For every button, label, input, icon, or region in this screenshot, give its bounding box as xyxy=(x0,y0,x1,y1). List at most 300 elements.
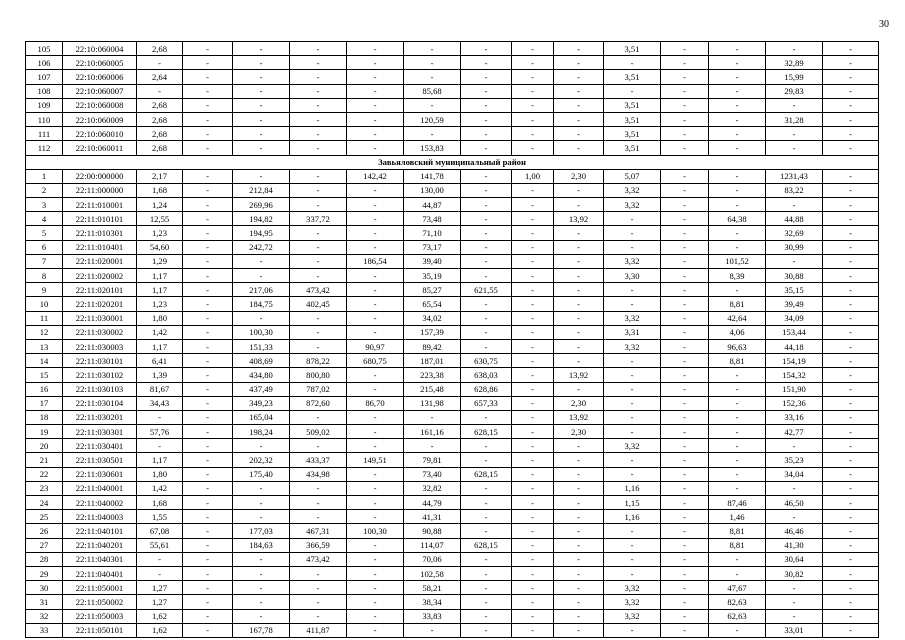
value-cell: - xyxy=(766,510,823,524)
value-cell: - xyxy=(512,283,554,297)
value-cell: - xyxy=(823,42,879,56)
value-cell: 1,55 xyxy=(137,510,183,524)
value-cell: - xyxy=(709,566,766,580)
value-cell: - xyxy=(554,283,604,297)
value-cell: 621,55 xyxy=(461,283,512,297)
value-cell: 3,32 xyxy=(604,198,661,212)
value-cell: 13,92 xyxy=(554,410,604,424)
value-cell: - xyxy=(347,84,404,98)
value-cell: - xyxy=(823,339,879,353)
value-cell: 86,70 xyxy=(347,396,404,410)
value-cell: 1,80 xyxy=(137,467,183,481)
value-cell: - xyxy=(661,581,709,595)
table-row xyxy=(26,127,879,141)
value-cell: - xyxy=(233,84,290,98)
value-cell: - xyxy=(604,212,661,226)
value-cell: - xyxy=(823,283,879,297)
value-cell: - xyxy=(823,325,879,339)
value-cell: - xyxy=(823,354,879,368)
value-cell: - xyxy=(512,524,554,538)
value-cell: 34,04 xyxy=(766,467,823,481)
value-cell: - xyxy=(661,510,709,524)
value-cell: - xyxy=(554,254,604,268)
row-number-cell: 110 xyxy=(26,112,63,126)
cadastral-number-cell: 22:11:000000 xyxy=(63,183,137,197)
row-number-cell: 22 xyxy=(26,467,63,481)
value-cell: 3,51 xyxy=(604,141,661,155)
value-cell: - xyxy=(554,467,604,481)
value-cell: - xyxy=(290,325,347,339)
value-cell: 872,60 xyxy=(290,396,347,410)
value-cell: 157,39 xyxy=(404,325,461,339)
value-cell: - xyxy=(554,496,604,510)
value-cell: - xyxy=(183,98,233,112)
value-cell: 141,78 xyxy=(404,169,461,183)
value-cell: 120,59 xyxy=(404,112,461,126)
value-cell: 638,03 xyxy=(461,368,512,382)
value-cell: 38,34 xyxy=(404,595,461,609)
value-cell: - xyxy=(823,368,879,382)
row-number-cell: 14 xyxy=(26,354,63,368)
value-cell: - xyxy=(347,425,404,439)
section-title: Завьяловский муниципальный район xyxy=(26,155,879,169)
value-cell: - xyxy=(823,254,879,268)
table-row xyxy=(26,226,879,240)
value-cell: - xyxy=(347,297,404,311)
value-cell: 4,06 xyxy=(709,325,766,339)
cadastral-number-cell: 22:11:040401 xyxy=(63,566,137,580)
value-cell: - xyxy=(347,467,404,481)
value-cell: - xyxy=(183,56,233,70)
value-cell: - xyxy=(512,226,554,240)
row-number-cell: 109 xyxy=(26,98,63,112)
value-cell: 3,51 xyxy=(604,127,661,141)
value-cell: - xyxy=(290,496,347,510)
value-cell: 186,54 xyxy=(347,254,404,268)
value-cell: - xyxy=(604,396,661,410)
value-cell: 89,42 xyxy=(404,339,461,353)
value-cell: - xyxy=(183,84,233,98)
value-cell: - xyxy=(347,538,404,552)
value-cell: - xyxy=(461,581,512,595)
value-cell: 187,01 xyxy=(404,354,461,368)
value-cell: 79,81 xyxy=(404,453,461,467)
value-cell: 87,46 xyxy=(709,496,766,510)
value-cell: 657,33 xyxy=(461,396,512,410)
section-header-row xyxy=(26,155,879,169)
value-cell: - xyxy=(709,42,766,56)
value-cell: - xyxy=(512,198,554,212)
value-cell: - xyxy=(554,127,604,141)
value-cell: 175,40 xyxy=(233,467,290,481)
value-cell: - xyxy=(709,70,766,84)
value-cell: - xyxy=(604,425,661,439)
value-cell: - xyxy=(554,42,604,56)
value-cell: - xyxy=(604,623,661,637)
value-cell: - xyxy=(661,425,709,439)
value-cell: 1,42 xyxy=(137,325,183,339)
cadastral-number-cell: 22:11:030103 xyxy=(63,382,137,396)
value-cell: 82,63 xyxy=(709,595,766,609)
value-cell: - xyxy=(709,410,766,424)
value-cell: - xyxy=(137,410,183,424)
value-cell: - xyxy=(709,240,766,254)
cadastral-number-cell: 22:11:050002 xyxy=(63,595,137,609)
value-cell: - xyxy=(709,112,766,126)
value-cell: - xyxy=(512,297,554,311)
value-cell: - xyxy=(512,84,554,98)
value-cell: - xyxy=(604,240,661,254)
value-cell: - xyxy=(461,183,512,197)
value-cell: - xyxy=(183,510,233,524)
value-cell: - xyxy=(461,566,512,580)
value-cell: - xyxy=(661,84,709,98)
value-cell: - xyxy=(554,382,604,396)
value-cell: - xyxy=(183,496,233,510)
value-cell: - xyxy=(823,396,879,410)
value-cell: - xyxy=(461,609,512,623)
value-cell: - xyxy=(512,70,554,84)
row-number-cell: 13 xyxy=(26,339,63,353)
cadastral-number-cell: 22:11:030601 xyxy=(63,467,137,481)
value-cell: 1,42 xyxy=(137,481,183,495)
value-cell: - xyxy=(233,141,290,155)
value-cell: - xyxy=(461,70,512,84)
value-cell: - xyxy=(604,84,661,98)
value-cell: 46,46 xyxy=(766,524,823,538)
value-cell: - xyxy=(137,439,183,453)
value-cell: 149,51 xyxy=(347,453,404,467)
value-cell: - xyxy=(233,42,290,56)
cadastral-number-cell: 22:11:050003 xyxy=(63,609,137,623)
row-number-cell: 31 xyxy=(26,595,63,609)
value-cell: 58,21 xyxy=(404,581,461,595)
value-cell: 101,52 xyxy=(709,254,766,268)
value-cell: - xyxy=(661,325,709,339)
value-cell: 90,97 xyxy=(347,339,404,353)
value-cell: - xyxy=(709,368,766,382)
value-cell: - xyxy=(347,198,404,212)
table-body-before xyxy=(26,42,879,156)
value-cell: 3,32 xyxy=(604,439,661,453)
value-cell: - xyxy=(461,410,512,424)
value-cell: - xyxy=(823,169,879,183)
table-row xyxy=(26,510,879,524)
value-cell: - xyxy=(183,70,233,84)
value-cell: 33,16 xyxy=(766,410,823,424)
value-cell: 2,30 xyxy=(554,396,604,410)
value-cell: - xyxy=(347,127,404,141)
value-cell: - xyxy=(347,439,404,453)
cadastral-number-cell: 22:10:060005 xyxy=(63,56,137,70)
value-cell: - xyxy=(512,609,554,623)
value-cell: 55,61 xyxy=(137,538,183,552)
value-cell: - xyxy=(661,623,709,637)
value-cell: - xyxy=(404,56,461,70)
row-number-cell: 33 xyxy=(26,623,63,637)
value-cell: - xyxy=(347,481,404,495)
value-cell: 32,82 xyxy=(404,481,461,495)
value-cell: - xyxy=(604,354,661,368)
value-cell: 434,98 xyxy=(290,467,347,481)
value-cell: 184,75 xyxy=(233,297,290,311)
value-cell: 2,30 xyxy=(554,169,604,183)
value-cell: - xyxy=(404,623,461,637)
value-cell: - xyxy=(183,240,233,254)
value-cell: 628,15 xyxy=(461,425,512,439)
value-cell: - xyxy=(183,595,233,609)
row-number-cell: 11 xyxy=(26,311,63,325)
row-number-cell: 2 xyxy=(26,183,63,197)
value-cell: 215,48 xyxy=(404,382,461,396)
value-cell: - xyxy=(766,254,823,268)
value-cell: - xyxy=(233,70,290,84)
value-cell: 1,17 xyxy=(137,339,183,353)
value-cell: - xyxy=(461,84,512,98)
value-cell: 437,49 xyxy=(233,382,290,396)
value-cell: - xyxy=(461,240,512,254)
value-cell: 35,19 xyxy=(404,269,461,283)
value-cell: - xyxy=(461,623,512,637)
value-cell: - xyxy=(461,311,512,325)
value-cell: - xyxy=(233,269,290,283)
value-cell: - xyxy=(404,70,461,84)
value-cell: - xyxy=(461,510,512,524)
value-cell: - xyxy=(233,496,290,510)
table-row xyxy=(26,325,879,339)
cadastral-number-cell: 22:11:020201 xyxy=(63,297,137,311)
value-cell: 41,31 xyxy=(404,510,461,524)
value-cell: - xyxy=(347,496,404,510)
value-cell: 787,02 xyxy=(290,382,347,396)
table-row xyxy=(26,240,879,254)
value-cell: 73,17 xyxy=(404,240,461,254)
value-cell: - xyxy=(823,538,879,552)
row-number-cell: 26 xyxy=(26,524,63,538)
value-cell: 2,68 xyxy=(137,98,183,112)
value-cell: 5,07 xyxy=(604,169,661,183)
table-row xyxy=(26,283,879,297)
cadastral-number-cell: 22:11:010301 xyxy=(63,226,137,240)
cadastral-number-cell: 22:11:030003 xyxy=(63,339,137,353)
value-cell: - xyxy=(512,425,554,439)
value-cell: - xyxy=(461,595,512,609)
table-row xyxy=(26,538,879,552)
value-cell: - xyxy=(512,212,554,226)
value-cell: - xyxy=(661,254,709,268)
value-cell: 30,82 xyxy=(766,566,823,580)
row-number-cell: 15 xyxy=(26,368,63,382)
value-cell: - xyxy=(347,368,404,382)
table-row xyxy=(26,453,879,467)
value-cell: 151,90 xyxy=(766,382,823,396)
value-cell: - xyxy=(512,254,554,268)
value-cell: - xyxy=(290,581,347,595)
row-number-cell: 20 xyxy=(26,439,63,453)
value-cell: 408,69 xyxy=(233,354,290,368)
value-cell: - xyxy=(709,56,766,70)
value-cell: - xyxy=(554,325,604,339)
cadastral-number-cell: 22:11:040002 xyxy=(63,496,137,510)
value-cell: - xyxy=(661,240,709,254)
value-cell: - xyxy=(709,169,766,183)
value-cell: 3,32 xyxy=(604,311,661,325)
value-cell: 54,60 xyxy=(137,240,183,254)
value-cell: 153,83 xyxy=(404,141,461,155)
table-row xyxy=(26,56,879,70)
value-cell: - xyxy=(233,552,290,566)
value-cell: 152,36 xyxy=(766,396,823,410)
value-cell: - xyxy=(461,42,512,56)
value-cell: - xyxy=(709,552,766,566)
value-cell: - xyxy=(290,127,347,141)
value-cell: - xyxy=(823,496,879,510)
row-number-cell: 5 xyxy=(26,226,63,240)
value-cell: 167,78 xyxy=(233,623,290,637)
value-cell: - xyxy=(709,382,766,396)
value-cell: - xyxy=(183,368,233,382)
value-cell: 1,00 xyxy=(512,169,554,183)
value-cell: - xyxy=(461,141,512,155)
cadastral-number-cell: 22:11:030301 xyxy=(63,425,137,439)
value-cell: - xyxy=(823,240,879,254)
value-cell: - xyxy=(404,439,461,453)
value-cell: - xyxy=(661,566,709,580)
value-cell: - xyxy=(347,112,404,126)
value-cell: - xyxy=(823,524,879,538)
value-cell: 3,32 xyxy=(604,339,661,353)
value-cell: 1,16 xyxy=(604,481,661,495)
value-cell: - xyxy=(554,581,604,595)
value-cell: - xyxy=(233,254,290,268)
value-cell: - xyxy=(512,56,554,70)
value-cell: - xyxy=(554,510,604,524)
value-cell: 154,32 xyxy=(766,368,823,382)
value-cell: - xyxy=(512,183,554,197)
row-number-cell: 12 xyxy=(26,325,63,339)
row-number-cell: 23 xyxy=(26,481,63,495)
value-cell: - xyxy=(290,70,347,84)
value-cell: - xyxy=(233,311,290,325)
value-cell: - xyxy=(604,538,661,552)
value-cell: - xyxy=(183,538,233,552)
value-cell: - xyxy=(554,98,604,112)
value-cell: - xyxy=(661,42,709,56)
value-cell: 1,17 xyxy=(137,283,183,297)
value-cell: - xyxy=(766,198,823,212)
table-row xyxy=(26,524,879,538)
value-cell: 2,68 xyxy=(137,141,183,155)
value-cell: 3,30 xyxy=(604,269,661,283)
value-cell: 628,15 xyxy=(461,538,512,552)
row-number-cell: 17 xyxy=(26,396,63,410)
value-cell: - xyxy=(233,609,290,623)
value-cell: - xyxy=(823,453,879,467)
value-cell: - xyxy=(554,112,604,126)
value-cell: - xyxy=(823,609,879,623)
row-number-cell: 107 xyxy=(26,70,63,84)
value-cell: 1,62 xyxy=(137,623,183,637)
value-cell: - xyxy=(512,240,554,254)
value-cell: - xyxy=(183,112,233,126)
value-cell: - xyxy=(347,70,404,84)
table-row xyxy=(26,368,879,382)
value-cell: 34,09 xyxy=(766,311,823,325)
value-cell: - xyxy=(290,141,347,155)
value-cell: - xyxy=(661,595,709,609)
value-cell: - xyxy=(512,552,554,566)
value-cell: - xyxy=(661,368,709,382)
value-cell: - xyxy=(709,453,766,467)
value-cell: - xyxy=(823,226,879,240)
value-cell: - xyxy=(709,283,766,297)
value-cell: 2,68 xyxy=(137,112,183,126)
cadastral-number-cell: 22:11:030001 xyxy=(63,311,137,325)
value-cell: - xyxy=(183,42,233,56)
value-cell: - xyxy=(461,226,512,240)
value-cell: - xyxy=(233,56,290,70)
value-cell: 47,67 xyxy=(709,581,766,595)
value-cell: 194,82 xyxy=(233,212,290,226)
value-cell: 15,99 xyxy=(766,70,823,84)
value-cell: 1,46 xyxy=(709,510,766,524)
value-cell: 402,45 xyxy=(290,297,347,311)
value-cell: 44,18 xyxy=(766,339,823,353)
value-cell: 269,96 xyxy=(233,198,290,212)
value-cell: - xyxy=(137,56,183,70)
table-row xyxy=(26,623,879,637)
value-cell: - xyxy=(404,42,461,56)
row-number-cell: 1 xyxy=(26,169,63,183)
value-cell: - xyxy=(709,183,766,197)
value-cell: - xyxy=(404,98,461,112)
cadastral-number-cell: 22:10:060004 xyxy=(63,42,137,56)
value-cell: - xyxy=(661,354,709,368)
cadastral-number-cell: 22:11:010401 xyxy=(63,240,137,254)
row-number-cell: 105 xyxy=(26,42,63,56)
value-cell: - xyxy=(554,297,604,311)
value-cell: 151,33 xyxy=(233,339,290,353)
value-cell: - xyxy=(512,581,554,595)
value-cell: - xyxy=(823,595,879,609)
value-cell: - xyxy=(661,481,709,495)
value-cell: 114,07 xyxy=(404,538,461,552)
value-cell: 96,63 xyxy=(709,339,766,353)
row-number-cell: 106 xyxy=(26,56,63,70)
value-cell: 70,06 xyxy=(404,552,461,566)
cadastral-number-cell: 22:10:060008 xyxy=(63,98,137,112)
value-cell: - xyxy=(554,183,604,197)
value-cell: 878,22 xyxy=(290,354,347,368)
value-cell: - xyxy=(554,240,604,254)
row-number-cell: 19 xyxy=(26,425,63,439)
row-number-cell: 4 xyxy=(26,212,63,226)
value-cell: - xyxy=(461,339,512,353)
value-cell: - xyxy=(823,481,879,495)
value-cell: 3,51 xyxy=(604,42,661,56)
value-cell: 217,06 xyxy=(233,283,290,297)
value-cell: - xyxy=(183,226,233,240)
value-cell: - xyxy=(604,552,661,566)
value-cell: - xyxy=(604,524,661,538)
value-cell: 12,55 xyxy=(137,212,183,226)
value-cell: 33,01 xyxy=(766,623,823,637)
value-cell: - xyxy=(183,581,233,595)
cadastral-number-cell: 22:10:060010 xyxy=(63,127,137,141)
value-cell: - xyxy=(823,566,879,580)
value-cell: - xyxy=(554,552,604,566)
value-cell: 30,64 xyxy=(766,552,823,566)
